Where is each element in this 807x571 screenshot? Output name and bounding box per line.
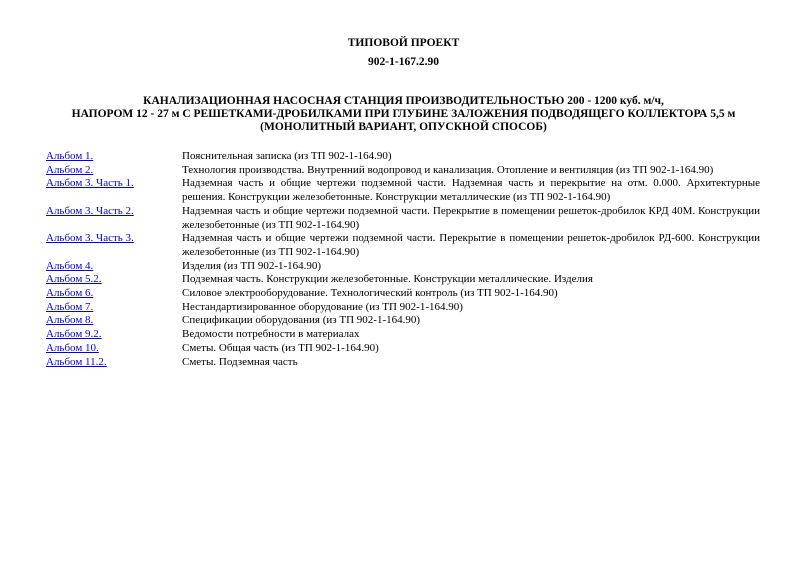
album-row: [46, 205, 760, 232]
album-link[interactable]: Альбом 4.: [46, 259, 94, 272]
album-description: Спецификации оборудования (из ТП 902-1-164.90): [182, 314, 421, 327]
album-row: [46, 273, 760, 287]
project-title-line: (МОНОЛИТНЫЙ ВАРИАНТ, ОПУСКНОЙ СПОСОБ): [260, 121, 547, 133]
album-list: [46, 150, 760, 369]
album-description: Надземная часть и общие чертежи подземной части. Перекрытие в помещении решеток-дробилок РД-600. Конструкции железобетонные (из ТП 902-1-164.90): [182, 232, 760, 258]
album-description: Технология производства. Внутренний водопровод и канализация. Отопление и вентиляция (из ТП 902-1-164.90): [182, 163, 714, 176]
album-link[interactable]: Альбом 1.: [46, 150, 94, 162]
album-link[interactable]: Альбом 8.: [46, 314, 94, 327]
album-description: Изделия (из ТП 902-1-164.90): [182, 259, 322, 272]
album-row: [46, 328, 760, 342]
album-description: Ведомости потребности в материалах: [182, 328, 360, 341]
album-description: Надземная часть и общие чертежи подземной части. Надземная часть и перекрытие на отм. 0.000. Архитектурные решения. Конструкции железобетонные. Конструкции металлические (из ТП 902-1-164.90): [182, 177, 760, 204]
album-link[interactable]: Альбом 5.2.: [46, 273, 102, 286]
album-link[interactable]: Альбом 3. Часть 1.: [46, 177, 134, 190]
album-link[interactable]: Альбом 3. Часть 2.: [46, 204, 134, 217]
project-title-line: НАПОРОМ 12 - 27 м С РЕШЕТКАМИ-ДРОБИЛКАМИ ПРИ ГЛУБИНЕ ЗАЛОЖЕНИЯ ПОДВОДЯЩЕГО КОЛЛЕКТОРА 5,5 м: [71, 108, 736, 120]
album-link[interactable]: Альбом 2.: [46, 163, 94, 176]
album-description: Силовое электрооборудование. Технологический контроль (из ТП 902-1-164.90): [182, 287, 558, 300]
album-link[interactable]: Альбом 7.: [46, 300, 94, 313]
album-description: Подземная часть. Конструкции железобетонные. Конструкции металлические. Изделия: [182, 273, 593, 286]
album-row: [46, 314, 760, 328]
album-description: Нестандартизированное оборудование (из ТП 902-1-164.90): [182, 300, 463, 313]
album-row: [46, 177, 760, 204]
document-type: ТИПОВОЙ ПРОЕКТ: [347, 37, 460, 49]
album-row: [46, 287, 760, 301]
album-description: Пояснительная записка (из ТП 902-1-164.90): [182, 150, 392, 162]
album-link[interactable]: Альбом 11.2.: [46, 355, 107, 368]
album-row: [46, 342, 760, 356]
album-link[interactable]: Альбом 6.: [46, 287, 94, 300]
album-row: [46, 356, 760, 370]
album-row: [46, 301, 760, 315]
album-description: Надземная часть и общие чертежи подземной части. Перекрытие в помещении решеток-дробилок КРД 40М. Конструкции железобетонные (из ТП 902-1-164.90): [182, 204, 760, 231]
album-row: [46, 164, 760, 178]
album-link[interactable]: Альбом 9.2.: [46, 328, 102, 341]
album-row: [46, 150, 760, 164]
project-title-line: КАНАЛИЗАЦИОННАЯ НАСОСНАЯ СТАНЦИЯ ПРОИЗВОДИТЕЛЬНОСТЬЮ 200 - 1200 куб. м/ч,: [143, 95, 664, 107]
project-code: 902-1-167.2.90: [368, 56, 439, 68]
album-link[interactable]: Альбом 3. Часть 3.: [46, 232, 134, 245]
album-row: [46, 232, 760, 259]
project-title: [0, 95, 807, 134]
album-description: Сметы. Общая часть (из ТП 902-1-164.90): [182, 341, 379, 354]
album-row: [46, 260, 760, 274]
album-link[interactable]: Альбом 10.: [46, 341, 99, 354]
album-description: Сметы. Подземная часть: [182, 355, 298, 368]
